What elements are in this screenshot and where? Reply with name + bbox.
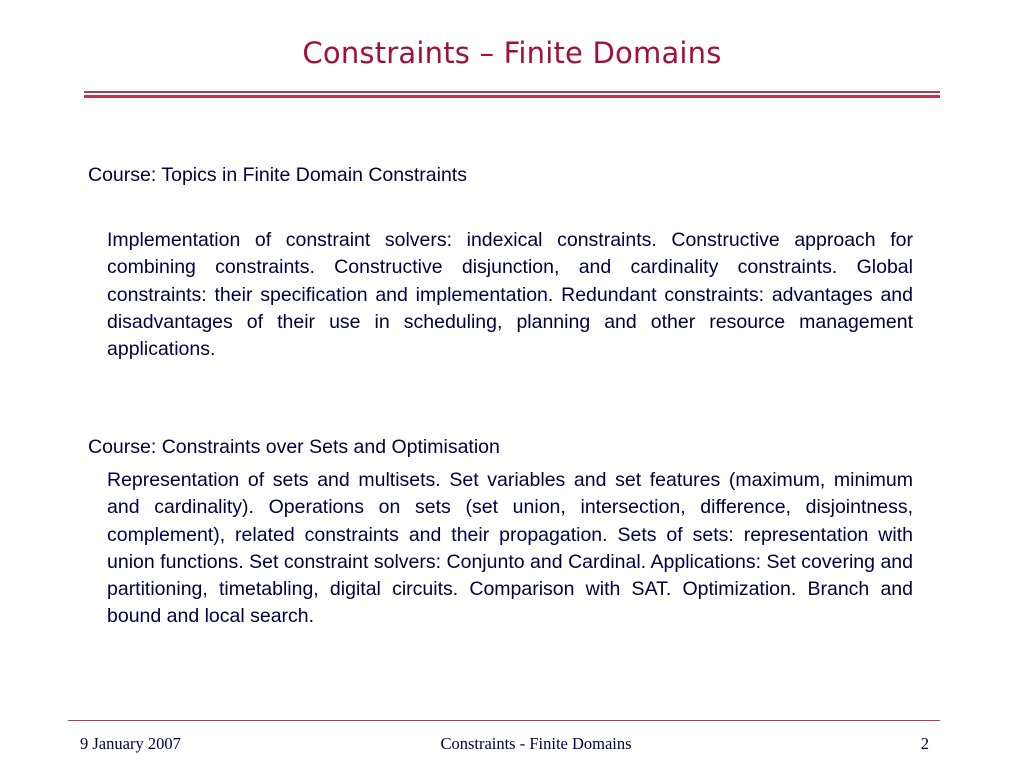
footer-date: 9 January 2007 [80, 734, 181, 753]
course-heading-1: Course: Topics in Finite Domain Constraints [88, 164, 467, 186]
course-heading-2: Course: Constraints over Sets and Optimisation [88, 436, 500, 458]
title-underline [84, 91, 940, 98]
course-description-2: Representation of sets and multisets. Set variables and set features (maximum, minimum and cardinality). Operations on sets (set union, intersection, difference, disjointness, complement), related constraints and their propagation. Sets of sets: representation with union functions. Set constraint solvers: Conjunto and Cardinal. Applications: Set covering and partitioning, timetabling, digital circuits. Comparison with SAT. Optimization. Branch and bound and local search. [107, 469, 913, 628]
footer-title: Constraints - Finite Domains [440, 734, 632, 753]
course-description-1: Implementation of constraint solvers: indexical constraints. Constructive approach for combining constraints. Constructive disjunction, and cardinality constraints. Global constraints: their specification and implementation. Redundant constraints: advantages and disadvantages of their use in scheduling, planning and other resource management applications. [107, 229, 913, 361]
footer-divider [68, 720, 940, 721]
page-number: 2 [920, 734, 929, 753]
slide-title: Constraints – Finite Domains [302, 36, 722, 70]
